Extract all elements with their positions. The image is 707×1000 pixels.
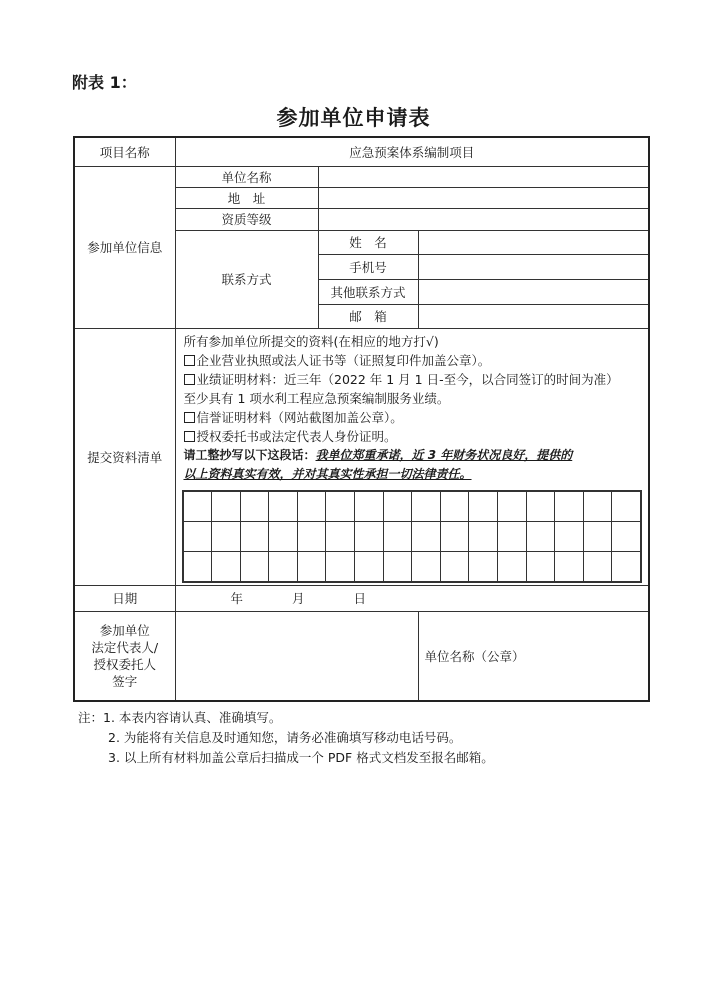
grid-cell[interactable]: [326, 491, 355, 521]
document-item-credit: 信誉证明材料（网站截图加盖公章）。: [184, 408, 643, 427]
document-item-performance: 业绩证明材料：近三年（2022 年 1 月 1 日-至今，以合同签订的时间为准）: [184, 370, 643, 389]
grid-cell[interactable]: [412, 491, 441, 521]
date-label: 日期: [74, 585, 175, 611]
stamp-label: 单位名称（公章）: [424, 648, 525, 664]
grid-cell[interactable]: [212, 491, 241, 521]
grid-cell[interactable]: [469, 551, 498, 581]
unit-name-row: [74, 166, 649, 187]
other-contact-label: 其他联系方式: [318, 279, 418, 304]
date-month: 月: [291, 591, 306, 606]
documents-label: 提交资料清单: [74, 328, 175, 585]
grid-cell[interactable]: [440, 551, 469, 581]
date-field[interactable]: [175, 585, 649, 611]
documents-row: [74, 328, 649, 585]
documents-intro: 所有参加单位所提交的资料(在相应的地方打√): [183, 333, 439, 349]
grid-cell[interactable]: [526, 491, 555, 521]
address-field[interactable]: [318, 187, 649, 208]
handwriting-grid[interactable]: [182, 490, 643, 583]
signature-label: 参加单位 法定代表人/ 授权委托人 签字: [74, 611, 175, 701]
unit-info-label: 参加单位信息: [74, 166, 175, 328]
mobile-label: 手机号: [318, 254, 418, 279]
pledge-text-line2: 以上资料真实有效，并对其真实性承担一切法律责任。: [183, 466, 472, 481]
grid-cell[interactable]: [412, 521, 441, 551]
grid-cell[interactable]: [355, 521, 384, 551]
grid-cell[interactable]: [498, 551, 527, 581]
grid-row: [183, 491, 641, 521]
checkbox-license[interactable]: [184, 355, 195, 366]
grid-cell[interactable]: [240, 521, 269, 551]
stamp-field[interactable]: [418, 611, 649, 701]
signature-field[interactable]: [175, 611, 418, 701]
grid-cell[interactable]: [469, 521, 498, 551]
grid-cell[interactable]: [297, 521, 326, 551]
grid-cell[interactable]: [297, 551, 326, 581]
grid-cell[interactable]: [183, 521, 212, 551]
grid-cell[interactable]: [555, 551, 584, 581]
grid-cell[interactable]: [240, 491, 269, 521]
grid-cell[interactable]: [240, 551, 269, 581]
grid-cell[interactable]: [297, 491, 326, 521]
grid-cell[interactable]: [555, 491, 584, 521]
grid-cell[interactable]: [269, 551, 298, 581]
document-item-performance-cont: 至少具有 1 项水利工程应急预案编制服务业绩。: [183, 390, 450, 406]
grid-cell[interactable]: [412, 551, 441, 581]
form-title: 参加单位申请表: [276, 106, 431, 130]
grid-cell[interactable]: [383, 521, 412, 551]
unit-name-label: 单位名称: [175, 166, 318, 187]
date-year: 年: [230, 591, 245, 606]
project-row: [74, 137, 649, 166]
document-item-license: 企业营业执照或法人证书等（证照复印件加盖公章）。: [184, 351, 643, 370]
grid-cell[interactable]: [498, 521, 527, 551]
grid-cell[interactable]: [383, 551, 412, 581]
checkbox-credit[interactable]: [184, 412, 195, 423]
unit-name-field[interactable]: [318, 166, 649, 187]
grid-cell[interactable]: [583, 521, 612, 551]
grid-cell[interactable]: [269, 491, 298, 521]
grid-cell[interactable]: [212, 521, 241, 551]
grid-cell[interactable]: [583, 491, 612, 521]
email-field[interactable]: [418, 304, 649, 328]
grid-cell[interactable]: [555, 521, 584, 551]
grid-cell[interactable]: [269, 521, 298, 551]
grid-cell[interactable]: [526, 551, 555, 581]
qualification-field[interactable]: [318, 208, 649, 230]
date-day: 日: [353, 591, 367, 606]
grid-cell[interactable]: [612, 551, 641, 581]
grid-cell[interactable]: [355, 551, 384, 581]
grid-cell[interactable]: [326, 521, 355, 551]
document-item-authorization: 授权委托书或法定代表人身份证明。: [184, 427, 643, 446]
grid-cell[interactable]: [212, 551, 241, 581]
checkbox-performance[interactable]: [184, 374, 195, 385]
grid-cell[interactable]: [469, 491, 498, 521]
grid-cell[interactable]: [526, 521, 555, 551]
contact-label: 联系方式: [175, 230, 318, 328]
qualification-label: 资质等级: [175, 208, 318, 230]
grid-cell[interactable]: [583, 551, 612, 581]
note-2: 2. 为能将有关信息及时通知您，请务必准确填写移动电话号码。: [108, 730, 462, 745]
address-label: 地 址: [175, 187, 318, 208]
pledge-text: 我单位郑重承诺，近 3 年财务状况良好，提供的: [315, 447, 573, 462]
application-form: [73, 136, 650, 702]
note-3: 3. 以上所有材料加盖公章后扫描成一个 PDF 格式文档发至报名邮箱。: [108, 750, 494, 765]
checkbox-authorization[interactable]: [184, 431, 195, 442]
grid-cell[interactable]: [612, 521, 641, 551]
grid-cell[interactable]: [498, 491, 527, 521]
attachment-label: 附表 1：: [72, 73, 137, 92]
note-1: 注：1. 本表内容请认真、准确填写。: [78, 710, 282, 725]
grid-row: [183, 551, 641, 581]
grid-cell[interactable]: [440, 491, 469, 521]
notes: [78, 708, 494, 768]
grid-cell[interactable]: [440, 521, 469, 551]
grid-row: [183, 521, 641, 551]
project-name-label: 项目名称: [74, 137, 175, 166]
mobile-field[interactable]: [418, 254, 649, 279]
grid-cell[interactable]: [183, 491, 212, 521]
contact-name-field[interactable]: [418, 230, 649, 254]
grid-cell[interactable]: [183, 551, 212, 581]
contact-name-label: 姓 名: [318, 230, 418, 254]
signature-row: [74, 611, 649, 701]
project-name-value: 应急预案体系编制项目: [175, 137, 649, 166]
grid-cell[interactable]: [326, 551, 355, 581]
documents-content: [175, 328, 649, 585]
date-row: [74, 585, 649, 611]
other-contact-field[interactable]: [418, 279, 649, 304]
grid-cell[interactable]: [612, 491, 641, 521]
grid-cell[interactable]: [383, 491, 412, 521]
grid-cell[interactable]: [355, 491, 384, 521]
email-label: 邮 箱: [318, 304, 418, 328]
pledge-instruction: 请工整抄写以下这段话：我单位郑重承诺，近 3 年财务状况良好，提供的: [183, 447, 573, 462]
